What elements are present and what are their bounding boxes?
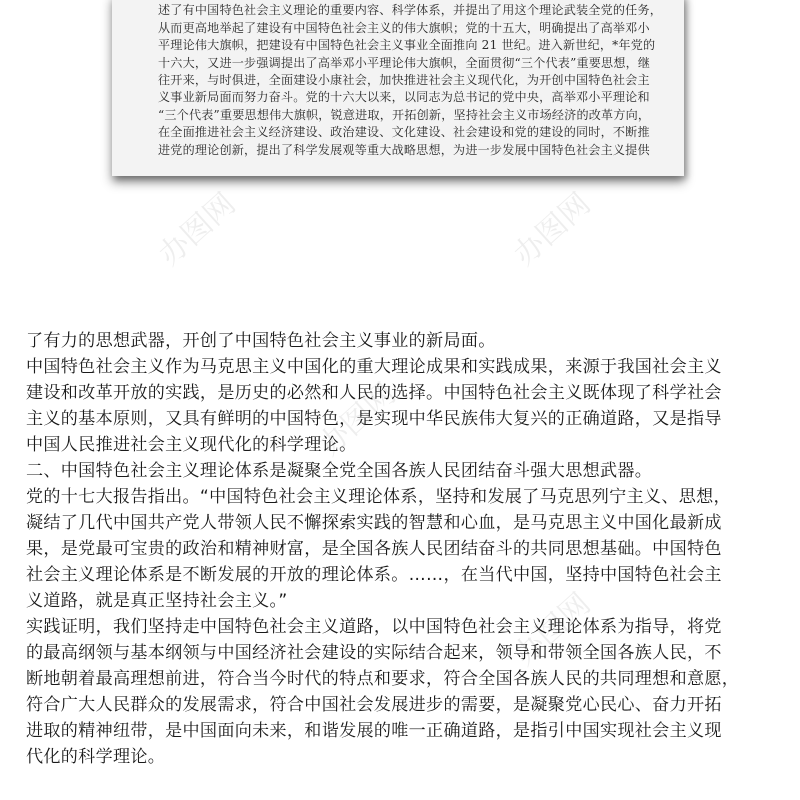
scan-line: “三个代表”重要思想伟大旗帜，锐意进取，开拓创新，坚持社会主义市场经济的改革方向，: [158, 107, 651, 122]
scan-line: 在全面推进社会主义经济建设、政治建设、文化建设、社会建设和党的建设的同时，不断推: [158, 125, 650, 140]
body-line: 符合广大人民群众的发展需求，符合中国社会发展进步的需要，是凝聚党心民心、奋力开拓: [26, 695, 722, 715]
scan-line: 往开来，与时俱进，全面建设小康社会，加快推进社会主义现代化，为开创中国特色社会主: [158, 73, 650, 88]
body-line: 果，是党最可宝贵的政治和精神财富，是全国各族人民团结奋斗的共同思想基础。中国特色: [26, 539, 722, 559]
watermark: 办图网: [312, 376, 403, 463]
body-line: 社会主义理论体系是不断发展的开放的理论体系。……，在当代中国，坚持中国特色社会主: [26, 565, 722, 585]
body-line: 凝结了几代中国共产党人带领人民不懈探索实践的智慧和心血，是马克思主义中国化最新成: [26, 513, 722, 533]
body-line: 了有力的思想武器，开创了中国特色社会主义事业的新局面。: [26, 331, 496, 351]
body-line: 进取的精神纽带，是中国面向未来，和谐发展的唯一正确道路，是指引中国实现社会主义现: [26, 721, 722, 741]
body-line: 中国人民推进社会主义现代化的科学理论。: [26, 435, 357, 455]
body-line: 实践证明，我们坚持走中国特色社会主义道路，以中国特色社会主义理论体系为指导，将党: [26, 617, 722, 637]
watermark: 办图网: [152, 186, 243, 273]
scan-line: 从而更高地举起了建设有中国特色社会主义的伟大旗帜；党的十五大，明确提出了高举邓小: [158, 20, 650, 35]
body-line: 主义的基本原则，又具有鲜明的中国特色，是实现中华民族伟大复兴的正确道路，又是指导: [26, 409, 722, 429]
scan-text-block: [158, 0, 663, 159]
watermark: 办图网: [507, 586, 598, 673]
body-line: 代化的科学理论。: [26, 747, 166, 767]
scan-line: 进党的理论创新，提出了科学发展观等重大战略思想，为进一步发展中国特色社会主义提供: [158, 142, 650, 157]
body-line: 义道路，就是真正坚持社会主义。”: [26, 591, 288, 611]
body-line: 断地朝着最高理想前进，符合当今时代的特点和要求，符合全国各族人民的共同理想和意愿，: [26, 669, 740, 689]
scan-line: 十六大，又进一步强调提出了高举邓小平理论伟大旗帜，全面贯彻“三个代表”重要思想，继: [158, 55, 651, 70]
scan-line: 平理论伟大旗帜，把建设有中国特色社会主义事业全面推向 21 世纪。进入新世纪，*年党的: [158, 38, 656, 53]
section-heading: 二、中国特色社会主义理论体系是凝聚全党全国各族人民团结奋斗强大思想武器。: [26, 461, 653, 481]
scan-line: 义事业新局面而努力奋斗。党的十六大以来，以同志为总书记的党中央，高举邓小平理论和: [158, 90, 650, 105]
body-line: 建设和改革开放的实践，是历史的必然和人民的选择。中国特色社会主义既体现了科学社会: [26, 383, 722, 403]
scan-line: 述了有中国特色社会主义理论的重要内容、科学体系，并提出了用这个理论武装全党的任务，: [158, 3, 663, 18]
body-line: 中国特色社会主义作为马克思主义中国化的重大理论成果和实践成果，来源于我国社会主义: [26, 357, 722, 377]
document-body: [26, 328, 782, 770]
body-line: 的最高纲领与基本纲领与中国经济社会建设的实际结合起来，领导和带领全国各族人民，不: [26, 643, 722, 663]
scanned-page-excerpt: [112, 0, 684, 176]
watermark: 办图网: [507, 186, 598, 273]
body-line: 党的十七大报告指出。“中国特色社会主义理论体系，坚持和发展了马克思列宁主义、思想，: [26, 487, 731, 507]
